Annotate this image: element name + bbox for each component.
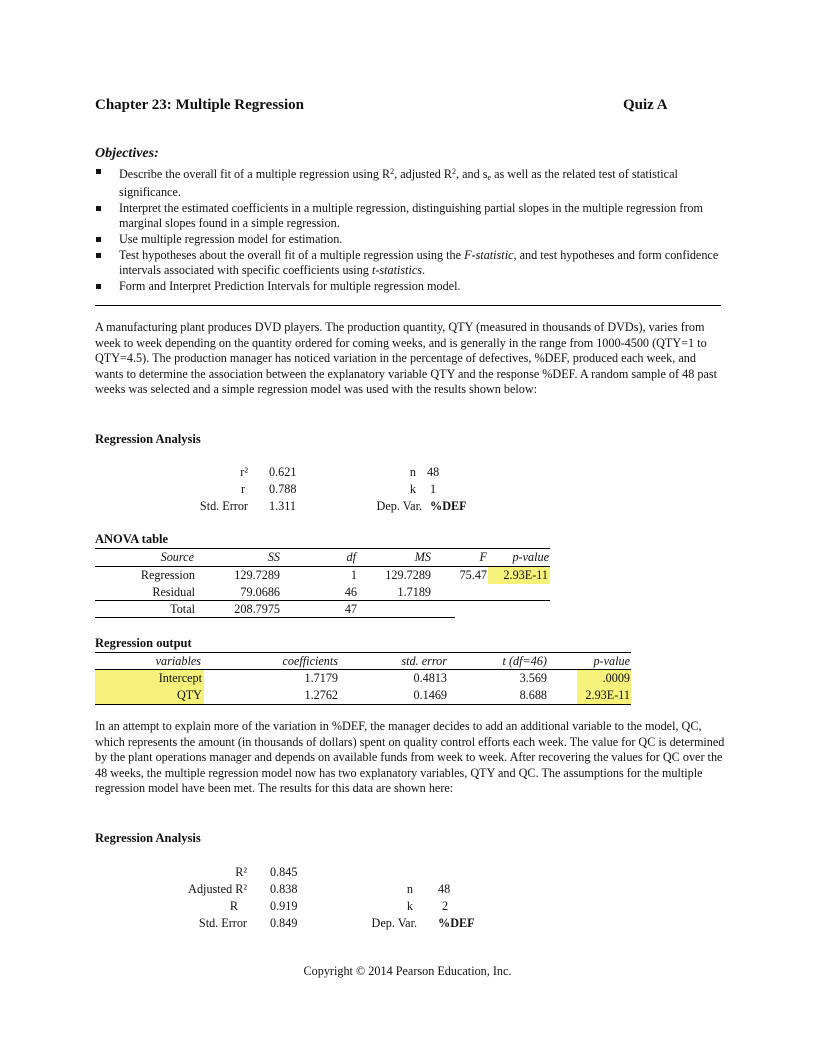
column-header: MS <box>414 550 431 564</box>
stat-value: %DEF <box>438 916 475 930</box>
regression-output-heading: Regression output <box>95 636 192 650</box>
column-header: p-value <box>593 654 630 668</box>
regression-analysis-2-heading: Regression Analysis <box>95 831 201 845</box>
stat-label: Std. Error <box>198 916 247 930</box>
stat-label: k <box>409 482 416 496</box>
table-cell: 129.7289 <box>385 568 431 582</box>
stat-label: n <box>409 465 416 479</box>
intro-paragraph: A manufacturing plant produces DVD players. The production quantity, QTY (measured in thousands of DVDs), varies from week to week depending on the quantity ordered for coming weeks, and is generally in the range from 1000-4500 (QTY=1 to QTY=4.5). The production manager has noticed variation in the percentage of defectives, %DEF, produced each week, and wants to determine the association between the explanatory variable QTY and the response %DEF. A random sample of 48 past weeks was selected and a simple regression model was used with the results shown below: <box>95 320 717 396</box>
table-cell: Residual <box>152 585 195 599</box>
table-cell: 1.7189 <box>397 585 431 599</box>
table-cell: 3.569 <box>519 671 547 685</box>
table-cell: 0.1469 <box>413 688 447 702</box>
stat-value: 1 <box>430 482 437 496</box>
stat-label: n <box>406 882 413 896</box>
column-header: SS <box>267 550 280 564</box>
table-rule <box>95 600 550 601</box>
regression-analysis-heading: Regression Analysis <box>95 432 201 446</box>
table-rule <box>95 617 455 618</box>
stat-label: r <box>240 482 245 496</box>
table-cell: Regression <box>140 568 195 582</box>
column-header: p-value <box>512 550 549 564</box>
table-cell: 1.2762 <box>304 688 338 702</box>
chapter-title: Chapter 23: Multiple Regression <box>95 97 305 113</box>
table-cell: 75.47 <box>459 568 487 582</box>
table-cell: .0009 <box>602 671 630 685</box>
objective-item: Form and Interpret Prediction Intervals for multiple regression model. <box>95 279 720 294</box>
column-header: F <box>479 550 487 564</box>
stat-value: 0.919 <box>270 899 298 913</box>
stat-label: R² <box>235 865 247 879</box>
table-cell: 2.93E-11 <box>585 688 630 702</box>
table-rule <box>95 704 631 705</box>
table-cell: 46 <box>344 585 357 599</box>
column-header: coefficients <box>282 654 338 668</box>
table-cell: Intercept <box>158 671 202 685</box>
stat-value: %DEF <box>430 499 467 513</box>
stat-value: 0.788 <box>269 482 297 496</box>
objectives-list <box>95 164 720 295</box>
table-cell: Total <box>170 602 195 616</box>
stat-value: 48 <box>438 882 451 896</box>
column-header: variables <box>155 654 201 668</box>
table-cell: QTY <box>176 688 202 702</box>
stat-value: 48 <box>427 465 440 479</box>
table-cell: 208.7975 <box>234 602 280 616</box>
table-cell: 47 <box>344 602 357 616</box>
table-cell: 0.4813 <box>413 671 447 685</box>
stat-label: Dep. Var. <box>376 499 422 513</box>
stat-label: R <box>229 899 238 913</box>
stat-label: Std. Error <box>199 499 248 513</box>
table-cell: 8.688 <box>519 688 547 702</box>
column-header: std. error <box>401 654 447 668</box>
table-cell: 1.7179 <box>304 671 338 685</box>
table-cell: 2.93E-11 <box>503 568 548 582</box>
second-paragraph: In an attempt to explain more of the variation in %DEF, the manager decides to add an additional variable to the model, QC, which represents the amount (in thousands of dollars) spent on quality control efforts each week. The value for QC is determined by the plant operations manager and depends on available funds from week to week. After recovering the values for QC over the 48 weeks, the multiple regression model now has two explanatory variables, QTY and QC. The assumptions for the multiple regression model have been met. The results for this data are shown here: <box>95 719 725 795</box>
objective-item: Test hypotheses about the overall fit of a multiple regression using the F-statistic, and test hypotheses and form confidence intervals associated with specific coefficients using t-statistics. <box>95 248 720 278</box>
stat-value: 0.845 <box>270 865 298 879</box>
column-header: Source <box>160 550 194 564</box>
copyright-footer: Copyright © 2014 Pearson Education, Inc. <box>303 964 512 978</box>
objective-item: Describe the overall fit of a multiple regression using $R^2$, adjusted $R^2$, and $s_e$ as well as the related test of statistical significance. <box>95 164 720 200</box>
stat-value: 0.849 <box>270 916 298 930</box>
stat-label: k <box>406 899 413 913</box>
stat-value: 1.311 <box>269 499 296 513</box>
objective-item: Interpret the estimated coefficients in a multiple regression, distinguishing partial slopes in the multiple regression from marginal slopes found in a simple regression. <box>95 201 720 231</box>
stat-value: 0.621 <box>269 465 297 479</box>
anova-heading: ANOVA table <box>95 532 169 546</box>
table-cell: 129.7289 <box>234 568 280 582</box>
stat-label: Adjusted R² <box>188 882 247 896</box>
stat-value: 2 <box>442 899 449 913</box>
objective-item: Use multiple regression model for estimation. <box>95 232 720 247</box>
column-header: df <box>346 550 356 564</box>
stat-value: 0.838 <box>270 882 298 896</box>
objectives-heading: Objectives: <box>95 146 159 161</box>
table-cell: 79.0686 <box>240 585 280 599</box>
quiz-label: Quiz A <box>623 97 668 113</box>
column-header: t (df=46) <box>502 654 547 668</box>
stat-label: r² <box>240 465 248 479</box>
stat-label: Dep. Var. <box>371 916 417 930</box>
table-cell: 1 <box>350 568 357 582</box>
section-divider <box>95 305 721 306</box>
